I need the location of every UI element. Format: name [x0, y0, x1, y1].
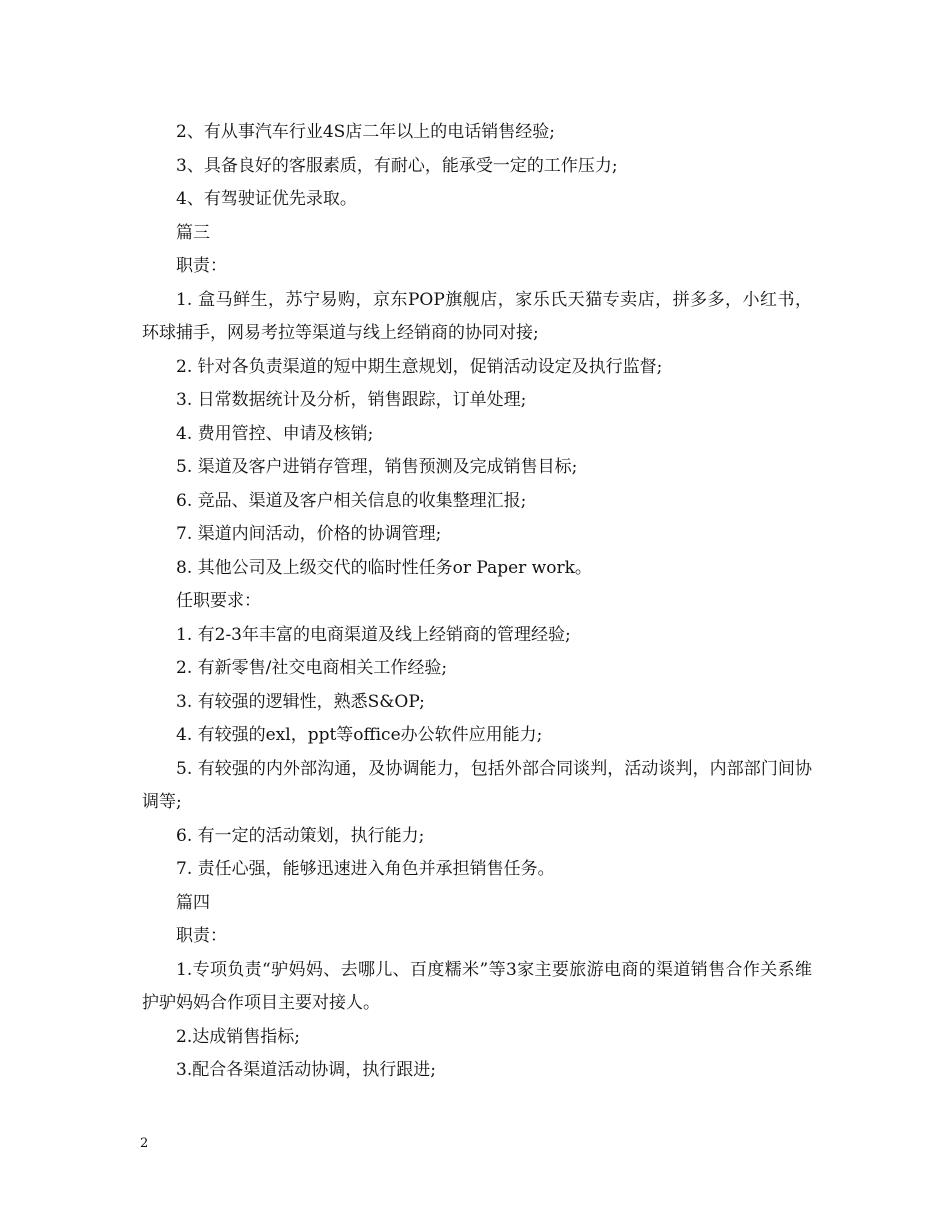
- paragraph: 1.专项负责“驴妈妈、去哪儿、百度糯米”等3家主要旅游电商的渠道销售合作关系维护驴妈妈合作项目主要对接人。: [142, 959, 812, 1013]
- paragraph: 1. 有2-3年丰富的电商渠道及线上经销商的管理经验;: [176, 624, 571, 645]
- paragraph: 2、有从事汽车行业4S店二年以上的电话销售经验;: [176, 122, 556, 142]
- document-body: [142, 116, 812, 1088]
- paragraph: 3.配合各渠道活动协调，执行跟进;: [176, 1060, 436, 1080]
- paragraph: 1. 盒马鲜生，苏宁易购，京东POP旗舰店，家乐氏天猫专卖店，拼多多，小红书，环球捕手，网易考拉等渠道与线上经销商的协同对接;: [142, 289, 812, 343]
- section-heading: 篇三: [176, 222, 210, 243]
- paragraph: 5. 有较强的内外部沟通，及协调能力，包括外部合同谈判，活动谈判，内部部门间协调等;: [142, 758, 812, 812]
- subsection-heading: 职责：: [176, 256, 227, 276]
- paragraph: 4、有驾驶证优先录取。: [176, 189, 357, 209]
- subsection-heading: 任职要求：: [176, 591, 261, 611]
- paragraph: 2.达成销售指标;: [176, 1026, 300, 1047]
- subsection-heading: 职责：: [176, 926, 227, 946]
- page-number: 2: [140, 1136, 149, 1151]
- paragraph: 3. 有较强的逻辑性，熟悉S&OP;: [176, 691, 425, 712]
- paragraph: 2. 针对各负责渠道的短中期生意规划，促销活动设定及执行监督;: [176, 356, 663, 377]
- paragraph: 6. 有一定的活动策划，执行能力;: [176, 825, 425, 846]
- paragraph: 4. 有较强的exl，ppt等office办公软件应用能力;: [176, 725, 543, 745]
- paragraph: 7. 责任心强，能够迅速进入角色并承担销售任务。: [176, 859, 555, 879]
- paragraph: 4. 费用管控、申请及核销;: [176, 423, 374, 444]
- paragraph: 3. 日常数据统计及分析，销售跟踪，订单处理;: [176, 390, 527, 410]
- paragraph: 7. 渠道内间活动，价格的协调管理;: [176, 524, 442, 544]
- paragraph: 5. 渠道及客户进销存管理，销售预测及完成销售目标;: [176, 457, 578, 477]
- section-heading: 篇四: [176, 892, 210, 913]
- paragraph: 3、具备良好的客服素质，有耐心，能承受一定的工作压力;: [176, 155, 618, 176]
- paragraph: 6. 竞品、渠道及客户相关信息的收集整理汇报;: [176, 490, 527, 511]
- paragraph: 8. 其他公司及上级交代的临时性任务or Paper work。: [176, 557, 592, 578]
- paragraph: 2. 有新零售/社交电商相关工作经验;: [176, 658, 448, 678]
